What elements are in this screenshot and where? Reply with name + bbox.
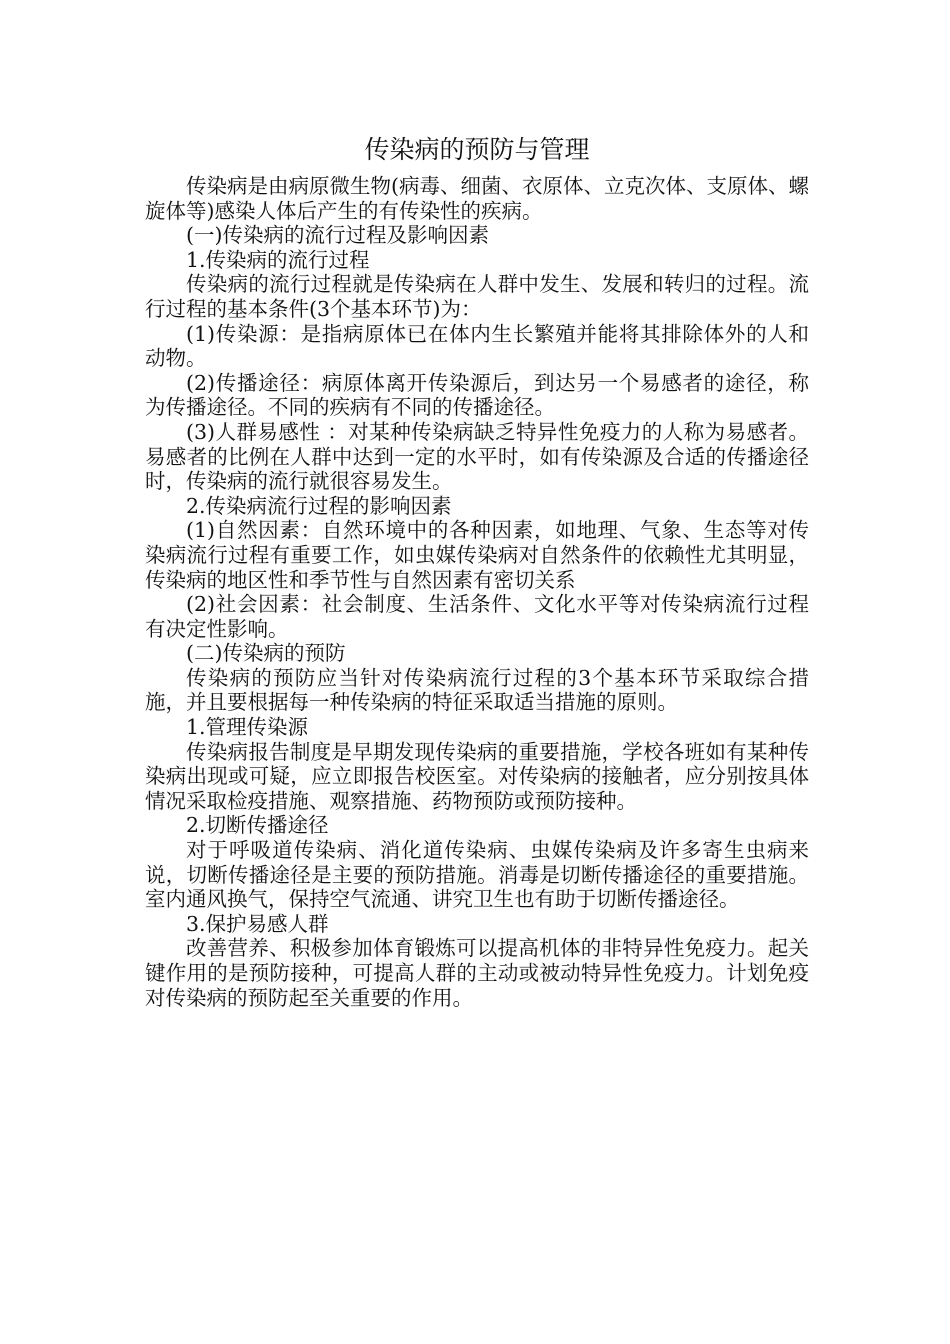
- paragraph-cut-route: 对于呼吸道传染病、消化道传染病、虫媒传染病及许多寄生虫病来说，切断传播途径是主要的预防措施。消毒是切断传播途径的重要措施。室内通风换气，保持空气流通、讲究卫生也有助于切断传播途径。: [145, 838, 809, 912]
- paragraph-spread-process: 传染病的流行过程就是传染病在人群中发生、发展和转归的过程。流行过程的基本条件(3个基本环节)为：: [145, 272, 809, 321]
- subsection-heading-spread-process: 1.传染病的流行过程: [186, 247, 370, 272]
- subsection-heading-cut-route: 2.切断传播途径: [186, 813, 329, 838]
- paragraph-susceptibility: (3)人群易感性 ：对某种传染病缺乏特异性免疫力的人称为易感者。易感者的比例在人群中达到一定的水平时，如有传染源及合适的传播途径时，传染病的流行就很容易发生。: [145, 419, 809, 494]
- paragraph-prevention-principle: 传染病的预防应当针对传染病流行过程的3个基本环节采取综合措施，并且要根据每一种传染病的特征采取适当措施的原则。: [145, 665, 809, 715]
- section-heading-spread-factors: (一)传染病的流行过程及影响因素: [186, 223, 489, 248]
- paragraph-intro: 传染病是由病原微生物(病毒、细菌、衣原体、立克次体、支原体、螺旋体等)感染人体后产生的有传染性的疾病。: [145, 174, 809, 223]
- document-title: 传染病的预防与管理: [364, 135, 590, 164]
- section-heading-prevention: (二)传染病的预防: [186, 641, 346, 666]
- paragraph-natural-factors: (1)自然因素：自然环境中的各种因素，如地理、气象、生态等对传染病流行过程有重要工作，如虫媒传染病对自然条件的依赖性尤其明显，传染病的地区性和季节性与自然因素有密切关系: [145, 518, 809, 592]
- subsection-heading-influencing-factors: 2.传染病流行过程的影响因素: [186, 493, 452, 518]
- paragraph-infection-source: (1)传染源：是指病原体已在体内生长繁殖并能将其排除体外的人和动物。: [145, 321, 809, 371]
- subsection-heading-protect-population: 3.保护易感人群: [186, 911, 329, 936]
- paragraph-manage-source: 传染病报告制度是早期发现传染病的重要措施，学校各班如有某种传染病出现或可疑，应立即报告校医室。对传染病的接触者，应分别按具体情况采取检疫措施、观察措施、药物预防或预防接种。: [145, 739, 809, 813]
- document-body: [145, 132, 809, 1010]
- subsection-heading-manage-source: 1.管理传染源: [186, 715, 309, 740]
- paragraph-social-factors: (2)社会因素：社会制度、生活条件、文化水平等对传染病流行过程有决定性影响。: [145, 592, 809, 641]
- paragraph-transmission-route: (2)传播途径：病原体离开传染源后，到达另一个易感者的途径，称为传播途径。不同的疾病有不同的传播途径。: [145, 370, 809, 420]
- paragraph-protect-population: 改善营养、积极参加体育锻炼可以提高机体的非特异性免疫力。起关键作用的是预防接种，可提高人群的主动或被动特异性免疫力。计划免疫对传染病的预防起至关重要的作用。: [145, 936, 809, 1010]
